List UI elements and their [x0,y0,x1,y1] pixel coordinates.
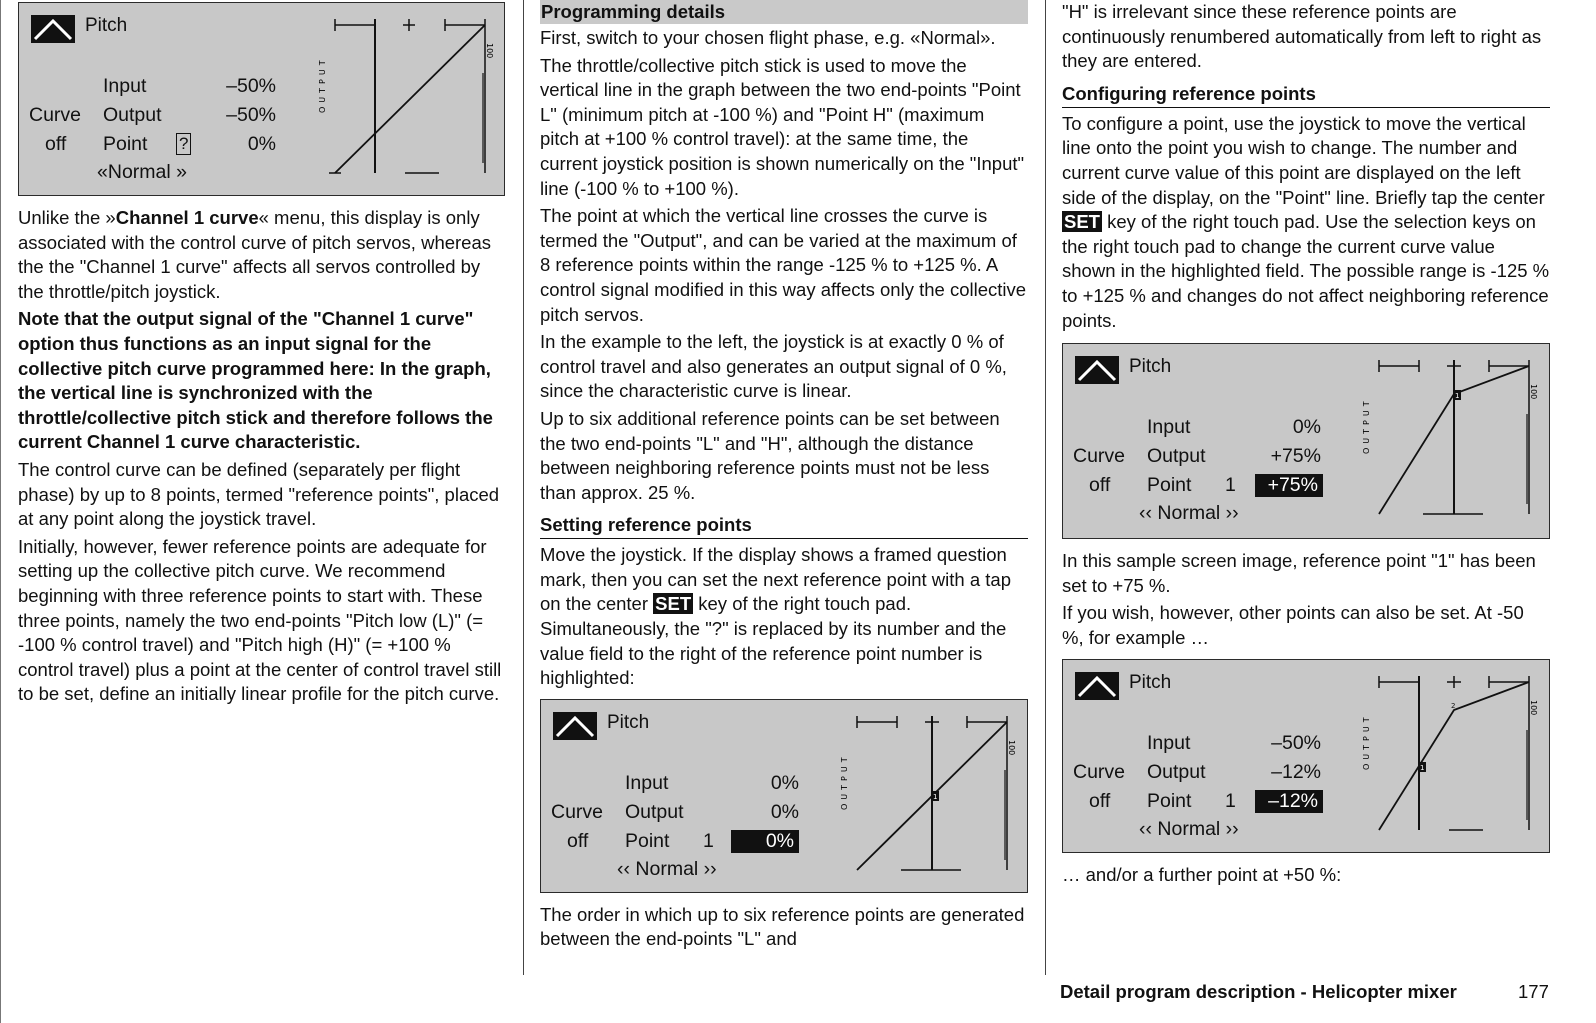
off-label: off [45,133,67,155]
curve-graph [841,710,1021,880]
point-marker: 1 [933,792,938,801]
paragraph: Move the joystick. If the display shows a framed question mark, then you can set the next reference point with a tap on the center SET key of the right touch pad. Simultaneously, the "?" is replaced by its number and the value field to the right of the reference point number is highlighted: [540,544,1011,689]
off-label: off [1089,474,1111,497]
output-value: 0% [770,800,799,823]
curve-graph [319,13,499,183]
input-value: 0% [1292,416,1321,439]
point-number: 1 [703,829,714,852]
input-label: Input [1147,416,1191,439]
point-label: Point [1147,789,1192,812]
column-divider [1045,0,1046,975]
paragraph: "H" is irrelevant since these reference points are continuously renumbered automatically from left to right as they are entered. [1062,1,1542,72]
pitch-display-screen [18,2,505,196]
svg-text:OUTPUT: OUTPUT [1362,712,1371,770]
input-label: Input [103,75,147,97]
point-label: Point [103,133,148,155]
phase-name: Normal [1157,817,1221,840]
column-3 [1062,0,1550,890]
paragraph: In the example to the left, the joystick is at exactly 0 % of control travel and also generates an output signal of 0 %, since the characteristic curve is linear. [540,331,1007,402]
point-number: 1 [1225,789,1236,812]
point-label: Point [625,829,670,852]
pitch-display-screen [540,699,1028,893]
curve-label: Curve [551,800,604,823]
point-value-highlighted: +75% [1255,474,1323,497]
column-1 [18,0,505,710]
phase-selector: ‹‹ Normal ›› [1139,502,1239,525]
subheading: Configuring reference points [1062,82,1550,108]
input-value: –50% [226,75,276,97]
mountain-logo-icon [1075,356,1119,384]
paragraph: Up to six additional reference points can be set between the two end-points "L" and "H", although the distance between neighboring reference points must not be less than approx. 25 %. [540,407,1000,503]
mountain-logo-icon [31,15,75,43]
svg-text:100: 100 [1529,384,1538,400]
column-divider [523,0,524,975]
paragraph: Initially, however, fewer reference points are adequate for setting up the collective pitch curve. We recommend beginning with three reference points to start with. These three points, namely the two end-points "Pitch low (L)" (= -100 % control travel) and "Pitch high (H)" (= +100 % control travel) plus a point at the center of control travel still to be set, define an initially linear profile for the pitch curve. [18,535,502,705]
curve-graph [1363,670,1543,840]
paragraph-note: Note that the output signal of the "Channel 1 curve" option thus functions as an input signal for the collective pitch curve programmed here: In the graph, the vertical line is synchronized with the throttle/collective pitch stick and therefore follows the current Channel 1 curve characteristic. [18,308,493,453]
input-value: –50% [1271,731,1321,754]
paragraph: If you wish, however, other points can also be set. At -50 %, for example … [1062,602,1524,648]
point-marker-1: 1 [1420,763,1425,772]
curve-label: Curve [29,104,82,126]
page-number: 177 [1518,981,1549,1002]
page-edge [0,0,1,1023]
curve-label: Curve [1073,445,1126,468]
output-label: Output [103,104,162,126]
paragraph: … and/or a further point at +50 %: [1062,863,1342,885]
set-key-label: SET [655,593,692,615]
pitch-display-screen [1062,343,1550,539]
point-value-highlighted: –12% [1255,790,1323,813]
column-2 [540,0,1028,955]
svg-text:100: 100 [485,43,494,59]
output-value: –12% [1271,760,1321,783]
svg-text:OUTPUT: OUTPUT [840,753,849,810]
section-heading: Programming details [540,0,1028,24]
off-label: off [567,829,589,852]
point-number: ? [176,133,191,155]
point-number: 1 [1225,474,1236,497]
curve-label: Curve [1073,760,1126,783]
phase-selector: «Normal » [97,161,187,183]
point-marker: 1 [1455,392,1460,401]
point-label: Point [1147,474,1192,497]
paragraph: First, switch to your chosen flight phase, e.g. «Normal». [540,27,996,48]
svg-text:OUTPUT: OUTPUT [318,56,327,113]
output-value: –50% [226,104,276,126]
svg-text:100: 100 [1529,699,1538,715]
input-value: 0% [770,771,799,794]
output-label: Output [1147,760,1206,783]
phase-selector: ‹‹ Normal ›› [1139,817,1239,840]
paragraph: In this sample screen image, reference point "1" has been set to +75 %. [1062,550,1536,596]
svg-text:100: 100 [1007,739,1016,756]
screen-title: Pitch [607,711,650,733]
output-label: Output [1147,445,1206,468]
set-key-label: SET [1064,211,1100,233]
output-value: +75% [1270,445,1321,468]
point-value: 0% [247,133,276,155]
paragraph: Unlike the »Channel 1 curve« menu, this display is only associated with the control curve of pitch servos, whereas the the "Channel 1 curve" affects all servos controlled by the throttle/pitch joystick. [18,207,492,302]
paragraph: To configure a point, use the joystick to move the vertical line onto the point you wish to change. The number and current curve value of this point are displayed on the left side of the display, on the "Point" line. Briefly tap the center SET key of the right touch pad. Use the selection keys on the right touch pad to change the current curve value shown in the highlighted field. The possible range is -125 % to +125 % and changes do not affect neighboring reference points. [1062,112,1550,331]
phase-selector: ‹‹ Normal ›› [617,857,717,880]
output-label: Output [625,800,684,823]
input-label: Input [1147,731,1191,754]
screen-title: Pitch [1129,671,1172,693]
svg-text:OUTPUT: OUTPUT [1362,397,1371,455]
screen-title: Pitch [1129,356,1172,378]
footer-title: Detail program description - Helicopter mixer [1060,981,1457,1002]
screen-title: Pitch [85,15,128,36]
mountain-logo-icon [553,712,597,740]
input-label: Input [625,771,669,794]
subheading: Setting reference points [540,513,1028,539]
phase-name: Normal [635,857,699,880]
paragraph: The throttle/collective pitch stick is used to move the vertical line in the graph between the two end-points "Point L" (minimum pitch at -100 %) and "Point H" (maximum pitch at +100 % control travel): at the same time, the current joystick position is shown numerically on the "Input" line (-100 % to +100 %). [540,54,1025,199]
curve-graph [1363,354,1543,524]
pitch-display-screen [1062,659,1550,853]
phase-name: Normal [1157,502,1221,525]
mountain-logo-icon [1075,672,1119,700]
paragraph: The control curve can be defined (separately per flight phase) by up to 8 points, termed "reference points", placed at any point along the joystick travel. [18,458,500,530]
off-label: off [1089,789,1111,812]
point-marker-2: 2 [1451,701,1456,710]
phase-name: Normal [107,161,171,183]
paragraph: The point at which the vertical line crosses the curve is termed the "Output", and can be varied at the maximum of 8 reference points within the range -125 % to +125 %. A control signal modified in this way affects only the collective pitch servos. [540,205,1027,325]
point-value-highlighted: 0% [731,830,799,853]
paragraph: The order in which up to six reference points are generated between the end-points "L" and [540,903,1025,950]
